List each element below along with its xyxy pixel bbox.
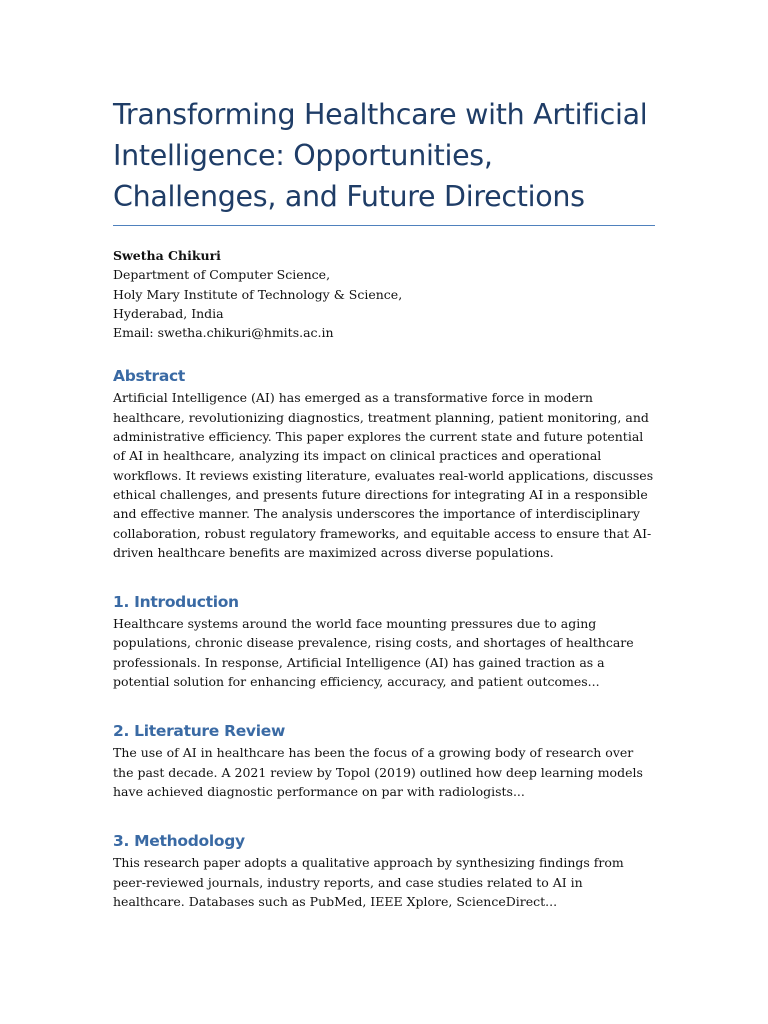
author-department: Department of Computer Science,	[113, 267, 331, 283]
author-location: Hyderabad, India	[113, 305, 224, 321]
author-name: Swetha Chikuri	[113, 248, 221, 263]
section-literature-review	[113, 721, 655, 801]
section-introduction	[113, 592, 655, 691]
abstract-text: Artificial Intelligence (AI) has emerged as a transformative force in modern healthcare, revolutionizing diagnostics, treatment planning, patient monitoring, and administrative efficiency. This paper explores the current state and future potential of AI in healthcare, analyzing its impact on clinical practices and operational workflows. It reviews existing literature, evaluates real-world applications, discusses ethical challenges, and presents future directions for integrating AI in a responsible and effective manner. The analysis underscores the importance of interdisciplinary collaboration, robust regulatory frameworks, and equitable access to ensure that AI-driven healthcare benefits are maximized across diverse populations.	[113, 390, 654, 560]
section-abstract	[113, 366, 655, 562]
paper-content	[113, 94, 655, 911]
paper-title: Transforming Healthcare with Artificial Intelligence: Opportunities, Challenges, and Future Directions	[113, 98, 648, 213]
literature-review-text: The use of AI in healthcare has been the focus of a growing body of research over the past decade. A 2021 review by Topol (2019) outlined how deep learning models have achieved diagnostic performance on par with radiologists...	[113, 745, 643, 799]
methodology-text: This research paper adopts a qualitative approach by synthesizing findings from peer-reviewed journals, industry reports, and case studies related to AI in healthcare. Databases such as PubMed, IEEE Xplore, ScienceDirect...	[113, 855, 624, 909]
introduction-heading: 1. Introduction	[113, 593, 239, 612]
section-methodology	[113, 831, 655, 911]
author-institution: Holy Mary Institute of Technology & Science,	[113, 286, 403, 302]
literature-review-heading: 2. Literature Review	[113, 722, 285, 741]
author-block	[113, 246, 655, 342]
abstract-heading: Abstract	[113, 367, 186, 386]
title-divider	[113, 225, 655, 226]
methodology-heading: 3. Methodology	[113, 832, 245, 851]
author-email: Email: swetha.chikuri@hmits.ac.in	[113, 325, 334, 341]
introduction-text: Healthcare systems around the world face mounting pressures due to aging populations, chronic disease prevalence, rising costs, and shortages of healthcare professionals. In response, Artificial Intelligence (AI) has gained traction as a potential solution for enhancing efficiency, accuracy, and patient outcomes...	[113, 616, 634, 690]
